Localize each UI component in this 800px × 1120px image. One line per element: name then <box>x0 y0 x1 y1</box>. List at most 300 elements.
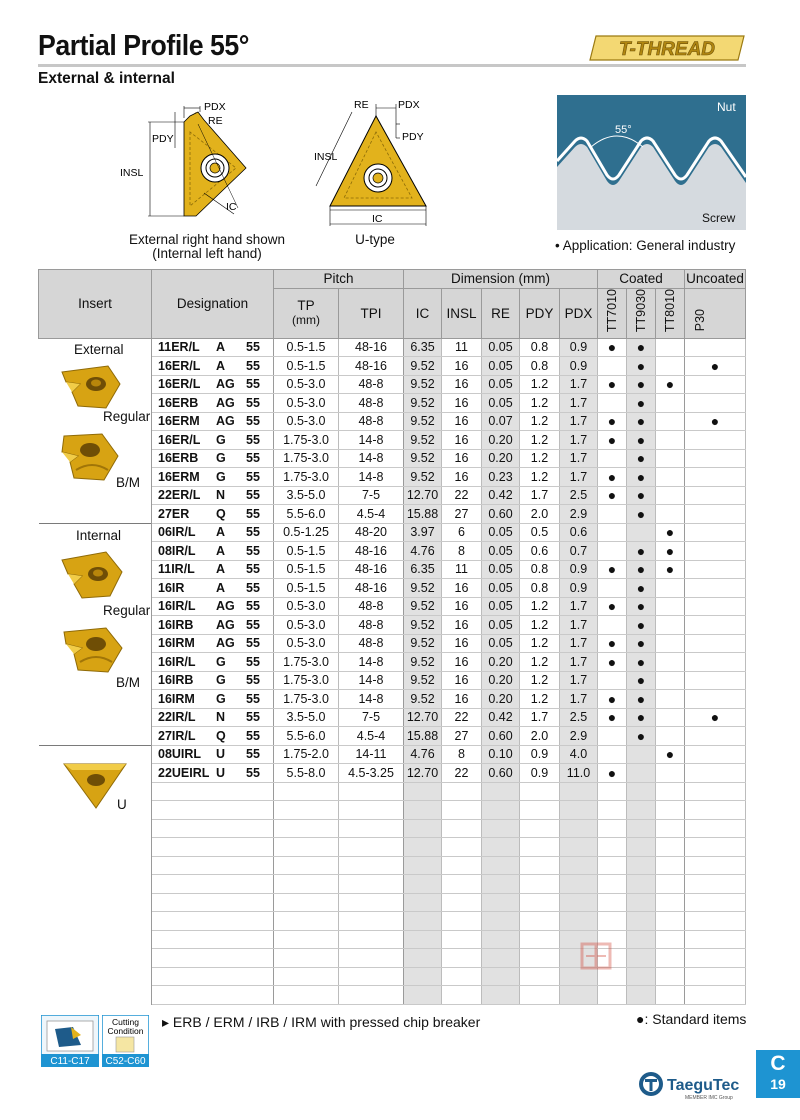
designation-cell <box>152 560 274 579</box>
designation-suffix: AG <box>216 395 235 410</box>
u-label-pdy: PDY <box>402 131 424 143</box>
cell-tp: 0.5-1.5 <box>274 338 339 357</box>
grade-availability-cell <box>685 967 746 986</box>
designation-code: 22IR/L <box>158 710 196 725</box>
grade-availability-cell: ● <box>627 727 656 746</box>
cell-insl: 11 <box>442 560 482 579</box>
designation-cell <box>152 579 274 598</box>
designation-cell <box>152 394 274 413</box>
grade-availability-cell <box>627 523 656 542</box>
cell-re <box>482 875 520 894</box>
cell-re: 0.05 <box>482 616 520 635</box>
grade-availability-cell: ● <box>627 560 656 579</box>
table-row <box>39 653 746 672</box>
u-label-pdx: PDX <box>398 99 420 111</box>
cutting-condition-icon[interactable] <box>102 1015 149 1067</box>
designation-suffix: N <box>216 488 226 503</box>
designation-cell <box>152 505 274 524</box>
cell-tp <box>274 819 339 838</box>
cell-pdx: 1.7 <box>560 431 598 450</box>
grade-availability-cell: ● <box>627 505 656 524</box>
cell-pdx: 0.9 <box>560 357 598 376</box>
grade-availability-cell <box>627 856 656 875</box>
insert-cell <box>39 893 152 912</box>
grade-availability-cell <box>685 634 746 653</box>
cell-tp <box>274 801 339 820</box>
designation-cell <box>152 912 274 931</box>
cell-re: 0.05 <box>482 542 520 561</box>
thread-profile-image <box>557 95 746 230</box>
grade-availability-cell <box>685 893 746 912</box>
cell-tp: 0.5-3.0 <box>274 412 339 431</box>
cell-ic: 9.52 <box>404 375 442 394</box>
designation-suffix: U <box>216 747 226 762</box>
designation-cell <box>152 819 274 838</box>
designation-suffix: AG <box>216 599 235 614</box>
designation-cell <box>152 930 274 949</box>
insert-cell <box>39 819 152 838</box>
grade-availability-cell <box>685 819 746 838</box>
designation-suffix: Q <box>216 728 226 743</box>
table-row <box>39 357 746 376</box>
cell-tp <box>274 930 339 949</box>
table-row <box>39 431 746 450</box>
designation-suffix: A <box>216 358 226 373</box>
grade-availability-cell: ● <box>598 338 627 357</box>
cell-tpi <box>339 819 404 838</box>
cell-re: 0.05 <box>482 634 520 653</box>
u-label-ic: IC <box>372 213 383 225</box>
cell-tpi: 14-8 <box>339 431 404 450</box>
designation-angle: 55 <box>246 654 260 669</box>
chip-breaker-note: ▸ ERB / ERM / IRB / IRM with pressed chip breaker <box>162 1014 481 1030</box>
grade-availability-cell <box>656 579 685 598</box>
cell-re: 0.05 <box>482 357 520 376</box>
cell-tp <box>274 875 339 894</box>
designation-cell <box>152 375 274 394</box>
cell-tp <box>274 912 339 931</box>
cell-re: 0.42 <box>482 486 520 505</box>
designation-code: 08UIRL <box>158 747 202 762</box>
header-pdx: PDX <box>560 288 598 338</box>
page-title: Partial Profile 55° <box>38 30 250 62</box>
header-ic: IC <box>404 288 442 338</box>
cell-re <box>482 782 520 801</box>
cell-tpi: 14-8 <box>339 690 404 709</box>
cell-tp <box>274 838 339 857</box>
grade-availability-cell: ● <box>598 764 627 783</box>
grade-availability-cell: ● <box>598 486 627 505</box>
insert-cell <box>39 930 152 949</box>
cell-pdy: 1.2 <box>520 616 560 635</box>
designation-suffix: A <box>216 562 226 577</box>
header-designation: Designation <box>152 270 274 339</box>
designation-code: 16ER/L <box>158 432 201 447</box>
cell-tp: 5.5-8.0 <box>274 764 339 783</box>
cell-tpi: 48-16 <box>339 579 404 598</box>
grade-availability-cell <box>598 838 627 857</box>
designation-cell <box>152 653 274 672</box>
holder-reference-icon[interactable] <box>41 1015 99 1067</box>
t-thread-logo <box>588 34 746 62</box>
designation-code: 16IRM <box>158 691 195 706</box>
cutting-condition-label: C52-C60 <box>105 1056 146 1067</box>
grade-availability-cell <box>656 449 685 468</box>
cell-tpi: 48-16 <box>339 357 404 376</box>
grade-availability-cell <box>656 690 685 709</box>
cell-re: 0.23 <box>482 468 520 487</box>
cell-insl: 22 <box>442 708 482 727</box>
designation-suffix: U <box>216 765 226 780</box>
cell-ic: 9.52 <box>404 431 442 450</box>
cell-tp <box>274 856 339 875</box>
angle-label: 55° <box>615 124 632 136</box>
cell-insl <box>442 875 482 894</box>
grade-availability-cell: ● <box>598 431 627 450</box>
cell-tpi: 48-8 <box>339 412 404 431</box>
designation-cell <box>152 745 274 764</box>
external-bm-label: B/M <box>116 475 141 490</box>
label-pdy: PDY <box>152 133 174 145</box>
cell-re <box>482 986 520 1005</box>
table-row <box>39 801 746 820</box>
cell-tp: 0.5-1.5 <box>274 357 339 376</box>
cell-pdx: 1.7 <box>560 394 598 413</box>
cell-tp: 0.5-3.0 <box>274 616 339 635</box>
designation-cell <box>152 690 274 709</box>
cell-pdy: 1.2 <box>520 449 560 468</box>
designation-angle: 55 <box>246 599 260 614</box>
grade-availability-cell <box>685 912 746 931</box>
designation-cell <box>152 634 274 653</box>
cell-ic: 4.76 <box>404 745 442 764</box>
cell-pdy: 0.8 <box>520 357 560 376</box>
cell-pdy: 1.2 <box>520 394 560 413</box>
designation-cell <box>152 986 274 1005</box>
cell-insl: 16 <box>442 634 482 653</box>
cell-pdy <box>520 912 560 931</box>
cell-tp: 5.5-6.0 <box>274 727 339 746</box>
header-pitch: Pitch <box>274 270 404 289</box>
grade-availability-cell <box>598 542 627 561</box>
cell-tpi: 48-20 <box>339 523 404 542</box>
internal-regular-insert-image <box>58 548 126 604</box>
designation-angle: 55 <box>246 358 260 373</box>
grade-availability-cell <box>685 690 746 709</box>
insert-cell <box>39 690 152 709</box>
u-type-insert-diagram <box>310 98 440 233</box>
cell-pdx: 4.0 <box>560 745 598 764</box>
cell-tp: 1.75-3.0 <box>274 431 339 450</box>
cell-pdx: 1.7 <box>560 412 598 431</box>
designation-angle: 55 <box>246 728 260 743</box>
cell-re <box>482 967 520 986</box>
cell-pdy: 1.7 <box>520 486 560 505</box>
grade-availability-cell <box>685 505 746 524</box>
cell-tpi: 48-16 <box>339 560 404 579</box>
designation-angle: 55 <box>246 765 260 780</box>
designation-angle: 55 <box>246 395 260 410</box>
designation-suffix: A <box>216 525 226 540</box>
grade-availability-cell <box>656 505 685 524</box>
designation-cell <box>152 616 274 635</box>
cell-tp <box>274 782 339 801</box>
section-tab[interactable] <box>756 1050 800 1098</box>
grade-availability-cell <box>685 875 746 894</box>
grade-availability-cell <box>685 579 746 598</box>
table-row <box>39 912 746 931</box>
header-insl: INSL <box>442 288 482 338</box>
cell-insl <box>442 930 482 949</box>
cell-tpi <box>339 782 404 801</box>
designation-cell <box>152 412 274 431</box>
table-row <box>39 375 746 394</box>
table-row <box>39 782 746 801</box>
cell-insl: 16 <box>442 375 482 394</box>
external-bm-insert-image <box>58 430 124 484</box>
designation-cell <box>152 597 274 616</box>
designation-code: 16ER/L <box>158 377 201 392</box>
cell-insl <box>442 801 482 820</box>
cell-tpi: 7-5 <box>339 708 404 727</box>
grade-availability-cell <box>598 875 627 894</box>
grade-availability-cell <box>685 431 746 450</box>
grade-availability-cell <box>656 893 685 912</box>
designation-angle: 55 <box>246 414 260 429</box>
cell-insl <box>442 967 482 986</box>
cell-tp <box>274 967 339 986</box>
grade-availability-cell <box>627 745 656 764</box>
designation-angle: 55 <box>246 340 260 355</box>
grade-availability-cell <box>627 838 656 857</box>
table-row <box>39 671 746 690</box>
grade-availability-cell <box>656 412 685 431</box>
table-row <box>39 468 746 487</box>
cell-pdx <box>560 819 598 838</box>
group-external: External <box>74 342 124 357</box>
cell-tp: 0.5-3.0 <box>274 634 339 653</box>
grade-availability-cell <box>598 912 627 931</box>
cell-tpi <box>339 801 404 820</box>
table-row <box>39 449 746 468</box>
page-subtitle: External & internal <box>38 70 175 87</box>
cell-pdx: 2.5 <box>560 486 598 505</box>
designation-code: 27IR/L <box>158 728 196 743</box>
grade-availability-cell <box>685 597 746 616</box>
grade-availability-cell: ● <box>598 412 627 431</box>
cell-tp: 3.5-5.0 <box>274 708 339 727</box>
designation-cell <box>152 782 274 801</box>
designation-cell <box>152 838 274 857</box>
watermark-logo <box>530 940 670 1010</box>
grade-label: TT7010 <box>605 288 619 332</box>
cell-pdx: 1.7 <box>560 690 598 709</box>
cell-pdy: 0.8 <box>520 579 560 598</box>
cell-re: 0.60 <box>482 505 520 524</box>
cell-insl <box>442 893 482 912</box>
designation-angle: 55 <box>246 543 260 558</box>
header-tpi: TPI <box>339 288 404 338</box>
cell-ic: 9.52 <box>404 597 442 616</box>
cell-ic: 9.52 <box>404 690 442 709</box>
grade-availability-cell <box>656 856 685 875</box>
designation-angle: 55 <box>246 525 260 540</box>
table-row <box>39 819 746 838</box>
cell-tp: 1.75-3.0 <box>274 468 339 487</box>
grade-availability-cell <box>656 782 685 801</box>
grade-availability-cell <box>685 801 746 820</box>
designation-angle: 55 <box>246 691 260 706</box>
application-note: • Application: General industry <box>555 238 736 253</box>
cell-ic: 9.52 <box>404 357 442 376</box>
cell-pdy <box>520 856 560 875</box>
cell-insl <box>442 782 482 801</box>
designation-cell <box>152 357 274 376</box>
designation-code: 16IRB <box>158 673 194 688</box>
holder-reference-label: C11-C17 <box>50 1056 90 1067</box>
cell-insl <box>442 986 482 1005</box>
cutting-title-1: Cutting <box>112 1017 139 1027</box>
label-insl: INSL <box>120 167 144 179</box>
cell-pdy <box>520 893 560 912</box>
cell-tp: 0.5-1.5 <box>274 542 339 561</box>
cell-pdx <box>560 856 598 875</box>
table-row <box>39 856 746 875</box>
grade-availability-cell <box>598 819 627 838</box>
designation-cell <box>152 708 274 727</box>
cell-pdx <box>560 838 598 857</box>
cell-ic: 12.70 <box>404 486 442 505</box>
designation-cell <box>152 338 274 357</box>
cell-re: 0.07 <box>482 412 520 431</box>
grade-availability-cell: ● <box>627 357 656 376</box>
grade-availability-cell <box>627 875 656 894</box>
cell-re <box>482 801 520 820</box>
cell-tpi: 48-8 <box>339 375 404 394</box>
grade-availability-cell <box>656 912 685 931</box>
grade-availability-cell <box>598 394 627 413</box>
grade-availability-cell <box>685 930 746 949</box>
designation-suffix: G <box>216 432 226 447</box>
cell-tp: 0.5-3.0 <box>274 394 339 413</box>
grade-availability-cell <box>685 782 746 801</box>
cell-ic: 9.52 <box>404 653 442 672</box>
designation-code: 22UEIRL <box>158 765 210 780</box>
cell-re: 0.10 <box>482 745 520 764</box>
cell-ic: 9.52 <box>404 412 442 431</box>
insert-cell <box>39 912 152 931</box>
cell-insl: 27 <box>442 727 482 746</box>
cell-pdy: 2.0 <box>520 505 560 524</box>
header-tp <box>274 288 339 338</box>
grade-availability-cell <box>685 838 746 857</box>
table-row <box>39 486 746 505</box>
cutting-title-2: Condition <box>107 1026 144 1036</box>
cell-ic <box>404 893 442 912</box>
cell-ic: 15.88 <box>404 727 442 746</box>
header-uncoated: Uncoated <box>686 271 744 287</box>
grade-availability-cell: ● <box>656 560 685 579</box>
cell-pdx: 1.7 <box>560 616 598 635</box>
table-row <box>39 893 746 912</box>
grade-availability-cell: ● <box>627 579 656 598</box>
cell-insl: 22 <box>442 764 482 783</box>
designation-cell <box>152 856 274 875</box>
grade-availability-cell <box>598 616 627 635</box>
cell-insl <box>442 949 482 968</box>
table-row <box>39 523 746 542</box>
left-diagram-caption <box>112 233 302 261</box>
cell-pdy: 1.2 <box>520 671 560 690</box>
designation-angle: 55 <box>246 377 260 392</box>
grade-availability-cell <box>685 375 746 394</box>
cell-insl: 22 <box>442 486 482 505</box>
cell-tpi <box>339 967 404 986</box>
grade-availability-cell <box>598 579 627 598</box>
designation-suffix: A <box>216 340 226 355</box>
insert-cell <box>39 949 152 968</box>
grade-availability-cell: ● <box>627 431 656 450</box>
designation-code: 11ER/L <box>158 340 200 355</box>
cell-tpi: 14-8 <box>339 468 404 487</box>
grade-availability-cell <box>685 560 746 579</box>
grade-availability-cell: ● <box>598 690 627 709</box>
cell-ic <box>404 986 442 1005</box>
designation-suffix: A <box>216 543 226 558</box>
cell-re: 0.05 <box>482 394 520 413</box>
designation-suffix: G <box>216 654 226 669</box>
cell-tpi: 14-8 <box>339 653 404 672</box>
grade-availability-cell <box>598 801 627 820</box>
cell-tp: 1.75-3.0 <box>274 690 339 709</box>
nut-label: Nut <box>717 100 736 114</box>
table-row <box>39 745 746 764</box>
grade-availability-cell <box>656 357 685 376</box>
cell-ic <box>404 912 442 931</box>
grade-availability-cell <box>627 764 656 783</box>
header-grade-tt8010 <box>656 288 685 338</box>
cell-tpi: 14-8 <box>339 671 404 690</box>
cell-ic <box>404 838 442 857</box>
grade-availability-cell: ● <box>627 671 656 690</box>
designation-suffix: Q <box>216 506 226 521</box>
insert-cell <box>39 967 152 986</box>
grade-availability-cell <box>598 357 627 376</box>
grade-availability-cell <box>656 394 685 413</box>
cell-insl: 16 <box>442 394 482 413</box>
label-re: RE <box>208 115 223 127</box>
grade-availability-cell <box>656 819 685 838</box>
designation-cell <box>152 449 274 468</box>
grade-availability-cell <box>685 523 746 542</box>
designation-code: 06IR/L <box>158 525 196 540</box>
grade-availability-cell <box>685 671 746 690</box>
designation-cell <box>152 875 274 894</box>
designation-suffix: G <box>216 691 226 706</box>
cell-pdx: 0.6 <box>560 523 598 542</box>
designation-angle: 55 <box>246 469 260 484</box>
designation-suffix: G <box>216 673 226 688</box>
grade-availability-cell: ● <box>598 597 627 616</box>
insert-cell <box>39 856 152 875</box>
cell-insl: 16 <box>442 616 482 635</box>
grade-availability-cell: ● <box>685 412 746 431</box>
cell-insl: 16 <box>442 597 482 616</box>
grade-availability-cell <box>656 727 685 746</box>
section-letter: C <box>770 1052 786 1075</box>
grade-availability-cell: ● <box>627 542 656 561</box>
cell-insl: 16 <box>442 671 482 690</box>
